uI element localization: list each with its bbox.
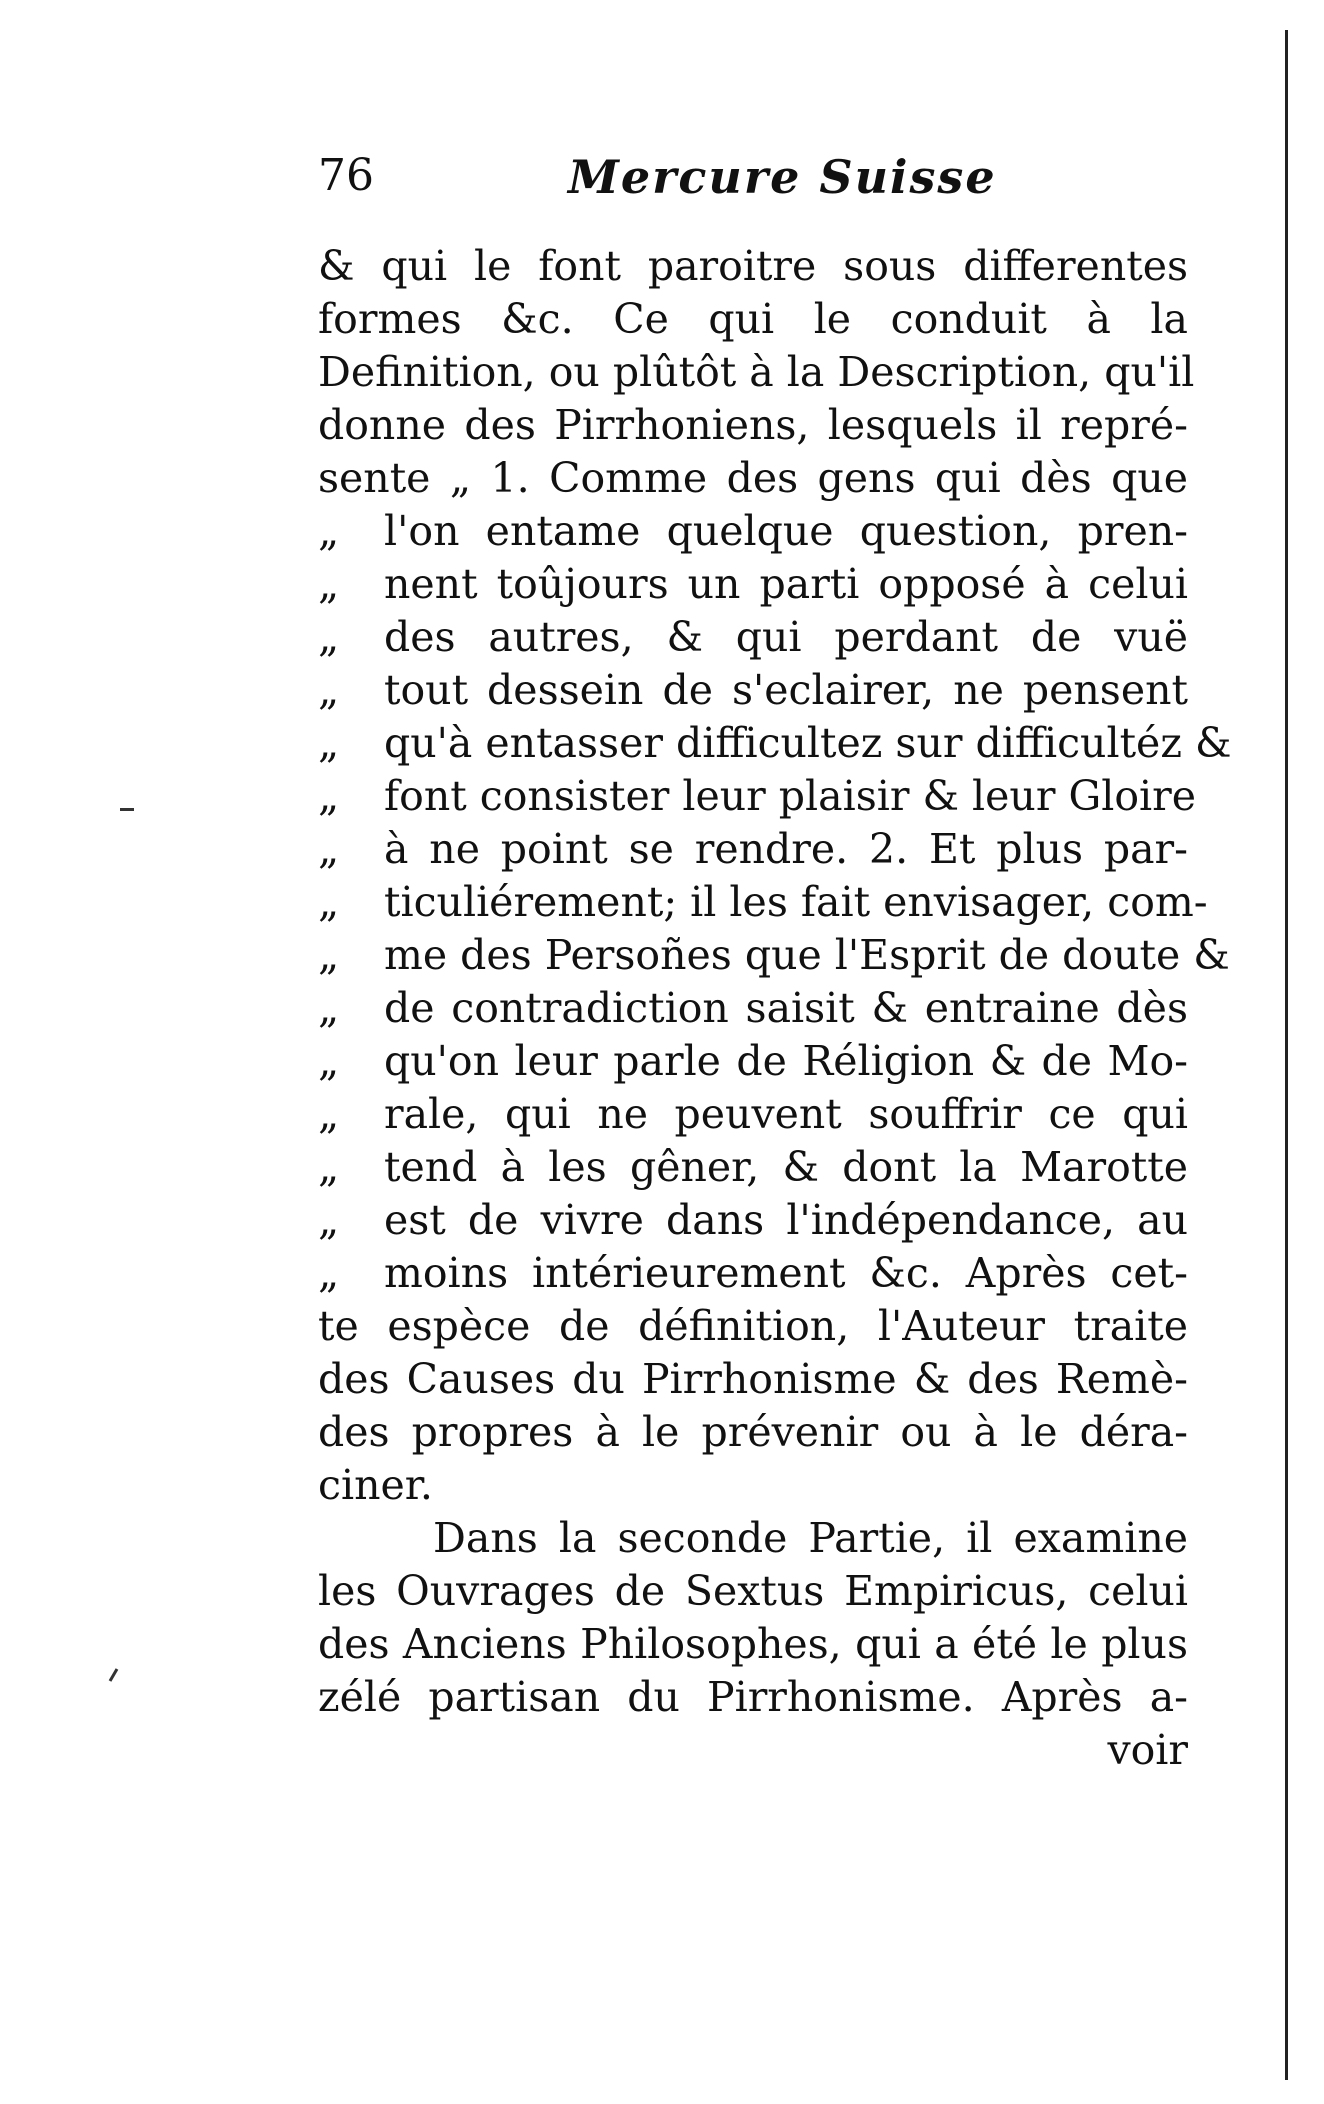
quote-mark: „	[318, 666, 340, 714]
text-line: ciner.	[318, 1461, 433, 1509]
text-line: „ rale, qui ne peuvent souffrir ce qui	[318, 1088, 1188, 1141]
quote-mark: „	[318, 1196, 340, 1244]
text-line: donne des Pirrhoniens, lesquels il repré-	[318, 401, 1188, 449]
body-text	[318, 240, 1232, 1777]
text-line: te espèce de définition, l'Auteur traite	[318, 1302, 1188, 1350]
text-line: des propres à le prévenir ou à le déra-	[318, 1408, 1188, 1456]
quote-mark: „	[318, 931, 340, 979]
quote-mark: „	[318, 878, 340, 926]
quote-mark: „	[318, 613, 340, 661]
page-header	[318, 150, 1188, 210]
margin-mark	[120, 808, 134, 811]
text-line: des Anciens Philosophes, qui a été le plus	[318, 1620, 1188, 1668]
text-line: „ ticuliérement; il les fait envisager, com-	[318, 876, 1188, 929]
quote-mark: „	[318, 1249, 340, 1297]
quote-mark: „	[318, 560, 340, 608]
text-line: „ qu'on leur parle de Réligion & de Mo-	[318, 1035, 1188, 1088]
quote-mark: „	[318, 984, 340, 1032]
paragraph-start-line: Dans la seconde Partie, il examine	[433, 1514, 1188, 1562]
quote-mark: „	[318, 1143, 340, 1191]
quote-mark: „	[318, 772, 340, 820]
text-line: „ est de vivre dans l'indépendance, au	[318, 1194, 1188, 1247]
text-line: Definition, ou plûtôt à la Description, qu'il	[318, 348, 1195, 396]
text-line: zélé partisan du Pirrhonisme. Après a-	[318, 1673, 1188, 1721]
text-line: les Ouvrages de Sextus Empiricus, celui	[318, 1567, 1188, 1615]
quote-mark: „	[318, 825, 340, 873]
page-edge-line	[1285, 30, 1288, 2080]
quote-mark: „	[318, 507, 340, 555]
text-line: des Causes du Pirrhonisme & des Remè-	[318, 1355, 1188, 1403]
text-line: formes &c. Ce qui le conduit à la	[318, 295, 1188, 343]
text-line: „ des autres, & qui perdant de vuë	[318, 611, 1188, 664]
text-line: „ nent toûjours un parti opposé à celui	[318, 558, 1188, 611]
catchword: voir	[1107, 1726, 1188, 1774]
text-line: „ qu'à entasser difficultez sur difficultéz &	[318, 717, 1188, 770]
text-line: „ tout dessein de s'eclairer, ne pensent	[318, 664, 1188, 717]
text-line: sente „ 1. Comme des gens qui dès que	[318, 454, 1188, 502]
text-line: „ de contradiction saisit & entraine dès	[318, 982, 1188, 1035]
text-line: „ moins intérieurement &c. Après cet-	[318, 1247, 1188, 1300]
margin-mark	[109, 1668, 119, 1682]
text-line: „ l'on entame quelque question, pren-	[318, 505, 1188, 558]
quote-mark: „	[318, 1090, 340, 1138]
text-line: „ font consister leur plaisir & leur Gloire	[318, 770, 1188, 823]
text-line: „ tend à les gêner, & dont la Marotte	[318, 1141, 1188, 1194]
text-line: „ me des Persoñes que l'Esprit de doute &	[318, 929, 1188, 982]
quote-mark: „	[318, 719, 340, 767]
quote-mark: „	[318, 1037, 340, 1085]
page-number: 76	[318, 150, 374, 201]
text-line: & qui le font paroitre sous differentes	[318, 242, 1188, 290]
text-line: „ à ne point se rendre. 2. Et plus par-	[318, 823, 1188, 876]
running-title: Mercure Suisse	[568, 150, 997, 204]
